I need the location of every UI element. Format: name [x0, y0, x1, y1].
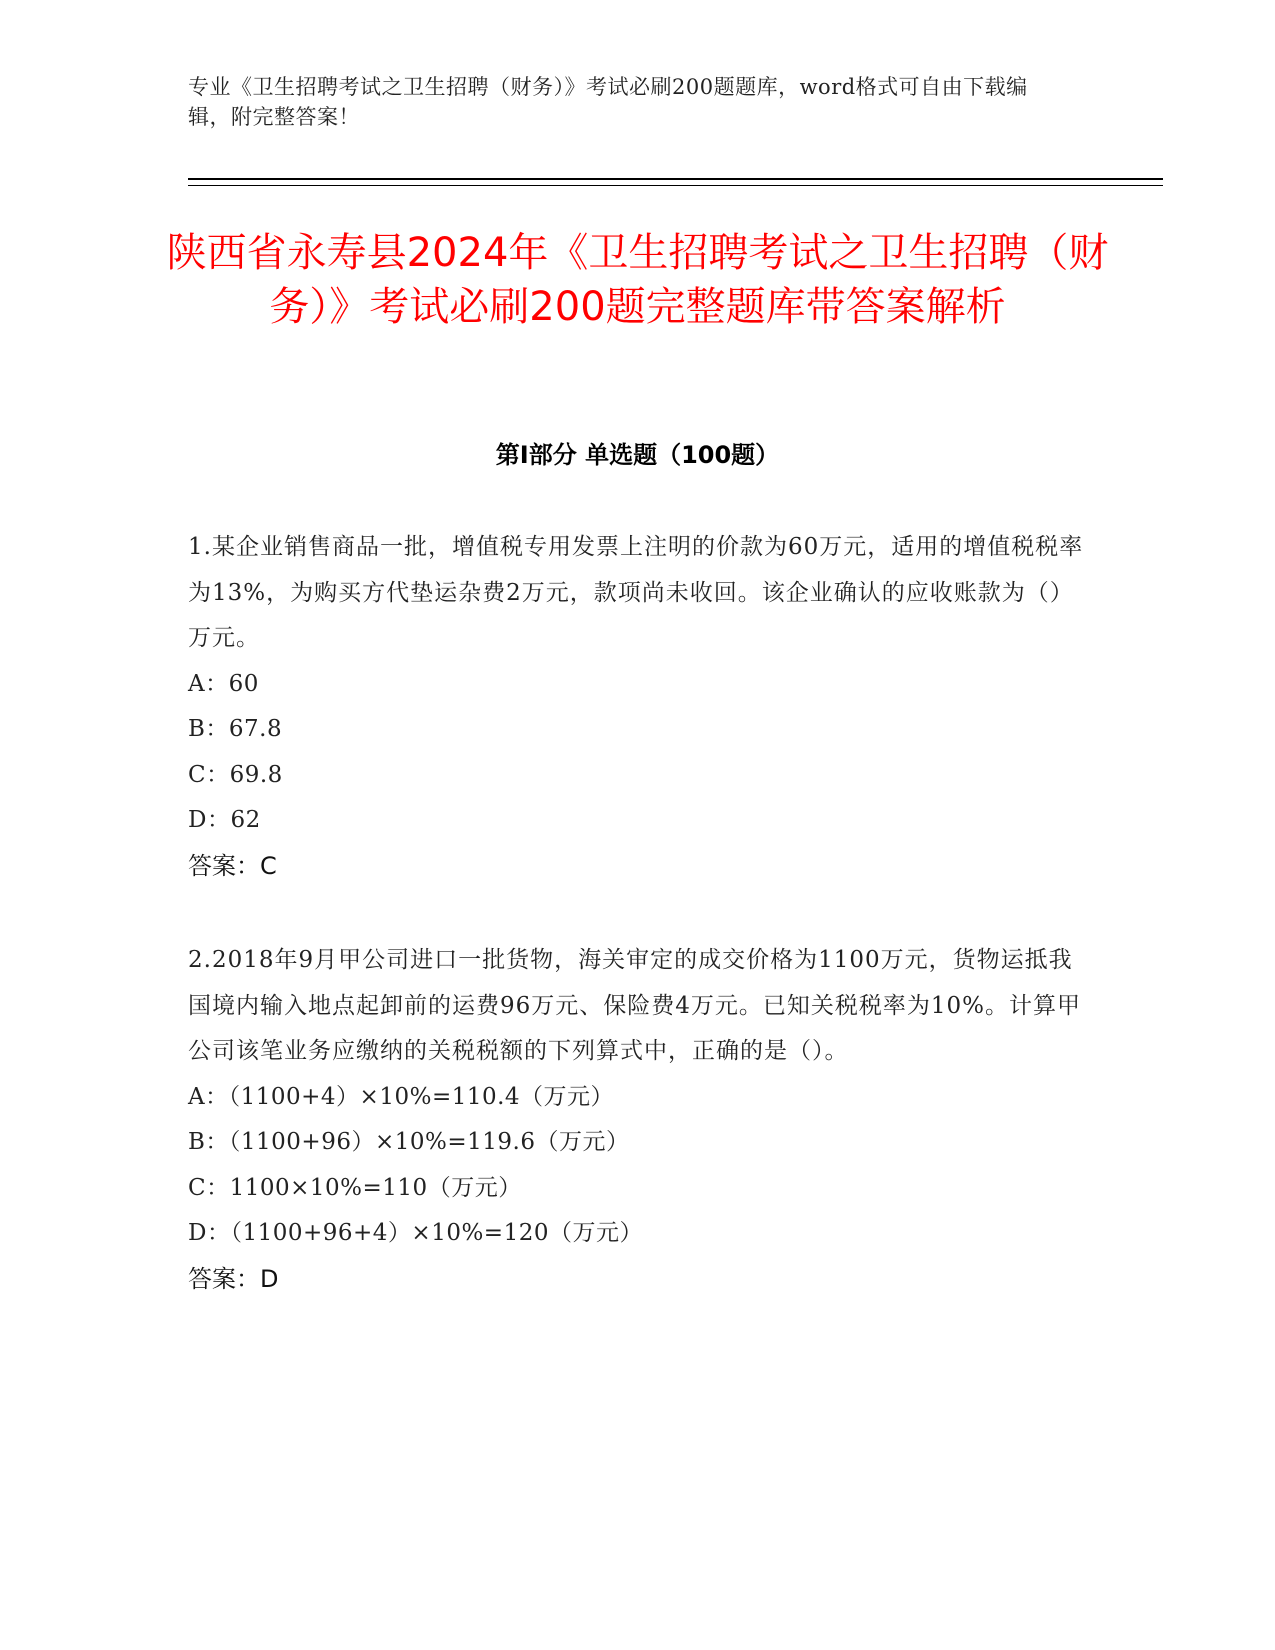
- option-c: C：69.8: [188, 761, 283, 788]
- option-a: A：60: [188, 670, 259, 697]
- option-a: A：（1100+4）×10%=110.4（万元）: [188, 1083, 615, 1110]
- option-c: C：1100×10%=110（万元）: [188, 1174, 522, 1201]
- answer: 答案：C: [188, 851, 277, 880]
- header-divider-thin: [188, 185, 1163, 186]
- option-b: B：67.8: [188, 716, 283, 742]
- question-stem: 1.某企业销售商品一批，增值税专用发票上注明的价款为60万元，适用的增值税税率为13%，为购买方代垫运杂费2万元，款项尚未收回。该企业确认的应收账款为（）万元。: [188, 534, 1084, 651]
- document-title: 陕西省永寿县2024年《卫生招聘考试之卫生招聘（财务）》考试必刷200题完整题库带答案解析: [166, 230, 1109, 330]
- option-b: B：（1100+96）×10%=119.6（万元）: [188, 1129, 630, 1155]
- header-divider-thick: [188, 178, 1163, 180]
- option-d: D：（1100+96+4）×10%=120（万元）: [188, 1220, 643, 1246]
- option-d: D：62: [188, 807, 261, 833]
- header-note: 专业《卫生招聘考试之卫生招聘（财务）》考试必刷200题题库，word格式可自由下载编辑，附完整答案！: [188, 75, 1028, 129]
- question-2: [188, 938, 1088, 1302]
- section-title: 第Ⅰ部分 单选题（100题）: [495, 441, 780, 469]
- answer: 答案：D: [188, 1264, 279, 1293]
- question-stem: 2.2018年9月甲公司进口一批货物，海关审定的成交价格为1100万元，货物运抵我国境内输入地点起卸前的运费96万元、保险费4万元。已知关税税率为10%。计算甲公司该笔业务应缴纳的关税税额的下列算式中，正确的是（）。: [188, 947, 1082, 1064]
- question-1: [188, 525, 1088, 889]
